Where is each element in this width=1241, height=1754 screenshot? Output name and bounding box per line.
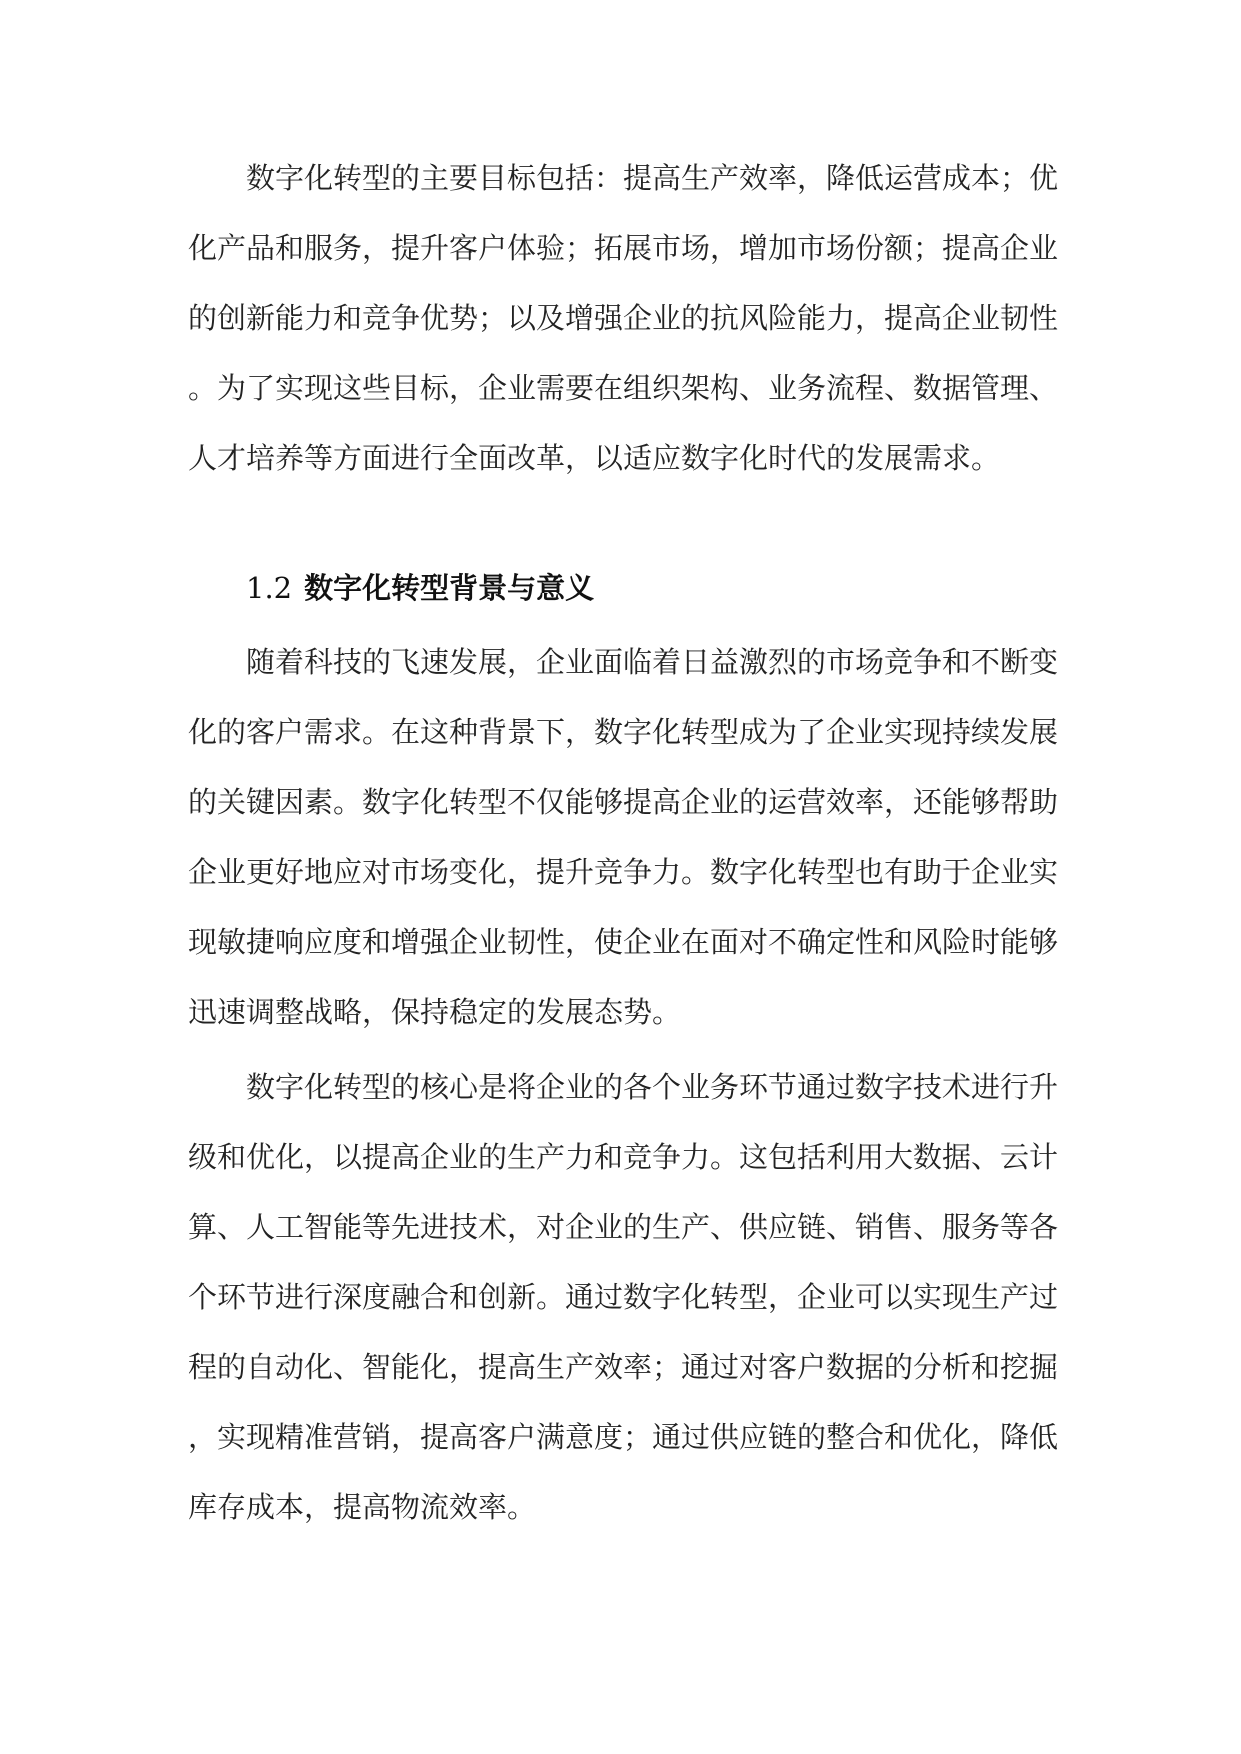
paragraph-background: 随着科技的飞速发展，企业面临着日益激烈的市场竞争和不断变化的客户需求。在这种背景下，数字化转型成为了企业实现持续发展的关键因素。数字化转型不仅能够提高企业的运营效率，还能够帮助企业更好地应对市场变化，提升竞争力。数字化转型也有助于企业实现敏捷响应度和增强企业韧性，使企业在面对不确定性和风险时能够迅速调整战略，保持稳定的发展态势。 (188, 645, 1059, 1029)
section-heading (188, 553, 1058, 623)
document-body (188, 143, 1058, 1542)
section-title: 数字化转型背景与意义 (304, 571, 595, 605)
paragraph-goals: 数字化转型的主要目标包括：提高生产效率，降低运营成本；优化产品和服务，提升客户体验；拓展市场，增加市场份额；提高企业的创新能力和竞争优势；以及增强企业的抗风险能力，提高企业韧性。为了实现这些目标，企业需要在组织架构、业务流程、数据管理、人才培养等方面进行全面改革，以适应数字化时代的发展需求。 (188, 161, 1059, 475)
section-number: 1.2 (246, 571, 293, 605)
paragraph-core: 数字化转型的核心是将企业的各个业务环节通过数字技术进行升级和优化，以提高企业的生产力和竞争力。这包括利用大数据、云计算、人工智能等先进技术，对企业的生产、供应链、销售、服务等各个环节进行深度融合和创新。通过数字化转型，企业可以实现生产过程的自动化、智能化，提高生产效率；通过对客户数据的分析和挖掘，实现精准营销，提高客户满意度；通过供应链的整合和优化，降低库存成本，提高物流效率。 (188, 1070, 1059, 1524)
